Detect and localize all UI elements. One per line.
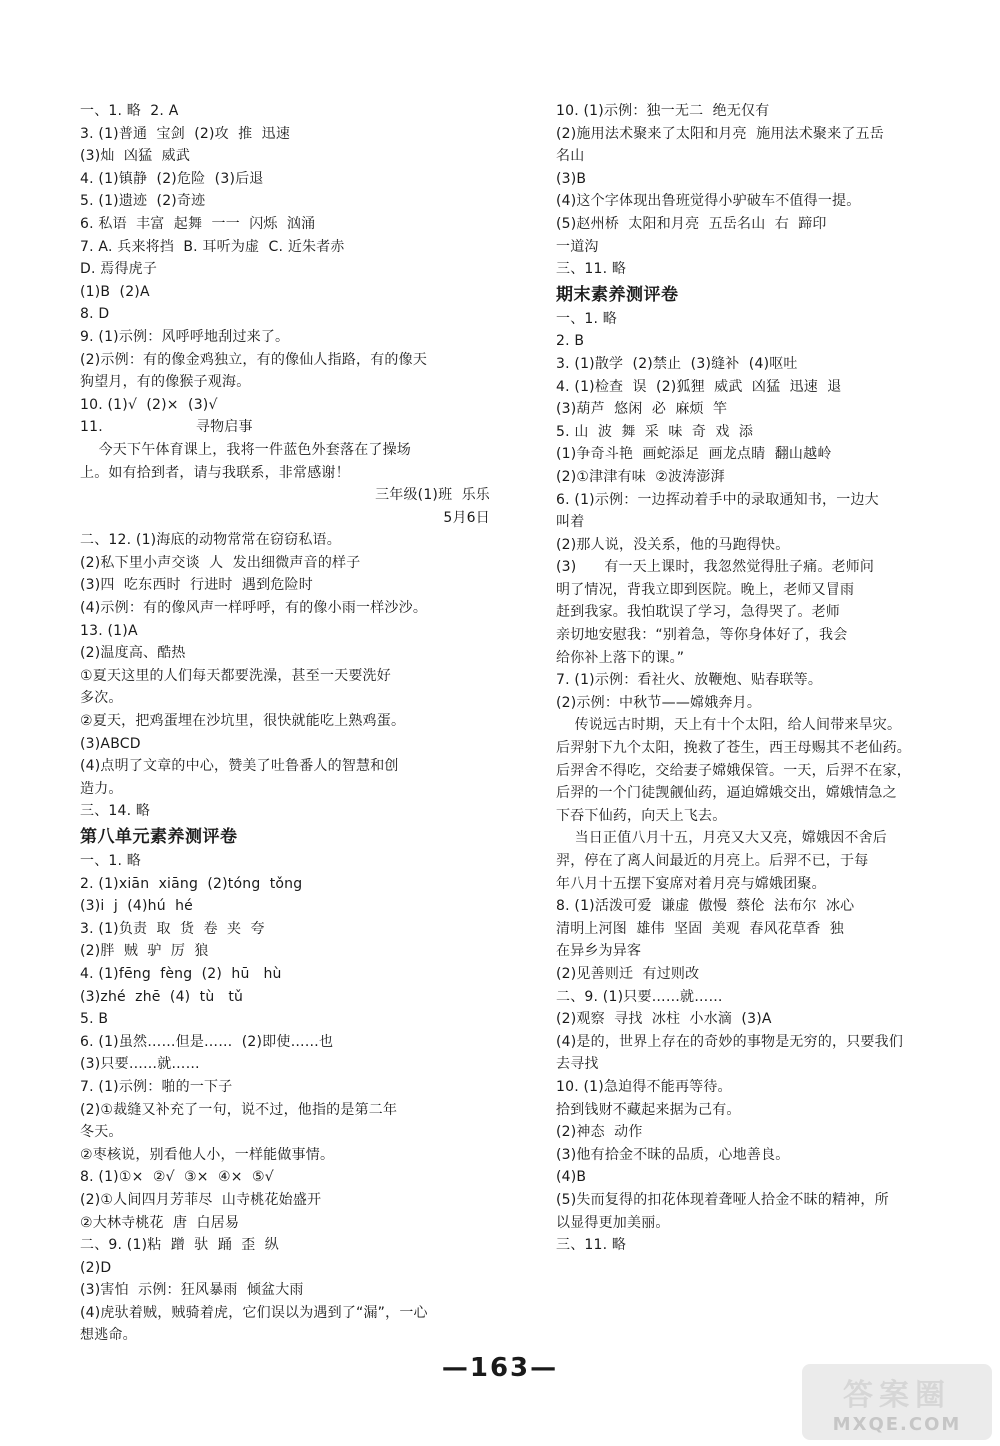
answer-line: (5)赵州桥 太阳和月亮 五岳名山 右 蹄印 [556, 215, 827, 232]
answer-line: (2)见善则迁 有过则改 [556, 965, 700, 982]
answer-line: (3)zhé zhē (4) tù tǔ [80, 988, 244, 1005]
answer-line: (3)害怕 示例：狂风暴雨 倾盆大雨 [80, 1282, 304, 1299]
answer-line: 3. (1)负责 取 货 卷 夹 夸 [80, 920, 265, 937]
answer-line: ②枣核说，别看他人小，一样能做事情。 [80, 1146, 335, 1163]
answer-line: 三、11. 略 [556, 1237, 627, 1254]
answer-line: (4)B [556, 1169, 587, 1186]
right-column [556, 100, 986, 1257]
answer-line: 一道沟 [556, 238, 599, 255]
notice-body-line: 今天下午体育课上，我将一件蓝色外套落在了操场 [80, 441, 411, 458]
answer-line: (1)争奇斗艳 画蛇添足 画龙点睛 翻山越岭 [556, 446, 832, 463]
answer-line: (3)他有拾金不昧的品质，心地善良。 [556, 1146, 790, 1163]
watermark-logo [802, 1364, 992, 1440]
answer-line: 7. (1)示例：啪的一下子 [80, 1078, 233, 1095]
answer-line: (3)只要……就…… [80, 1056, 200, 1073]
proofread-line: 亲切地安慰我：“别着急，等你身体好了，我会 [556, 627, 848, 644]
answer-line: (2)神态 动作 [556, 1124, 643, 1141]
answer-line: (4)虎驮着贼，贼骑着虎，它们误以为遇到了“漏”，一心 [80, 1304, 428, 1321]
notice-body-line: 上。如有拾到者，请与我联系，非常感谢！ [80, 464, 350, 481]
answer-line: ②大林寺桃花 唐 白居易 [80, 1214, 240, 1231]
answer-line: 冬天。 [80, 1124, 123, 1141]
answer-line: (2)①津津有味 ②波涛澎湃 [556, 468, 725, 485]
answer-line: 8. D [80, 306, 110, 323]
answer-line: (2)示例：中秋节——嫦娥奔月。 [556, 694, 762, 711]
proofread-line: 赶到我家。我怕耽误了学习，急得哭了。老师 [556, 604, 840, 621]
answer-line: 6. (1)虽然……但是…… (2)即使……也 [80, 1033, 334, 1050]
answer-line: (2)胖 贼 驴 厉 狼 [80, 943, 209, 960]
answer-line: 6. 私语 丰富 起舞 一一 闪烁 汹涌 [80, 215, 316, 232]
answer-line: 造力。 [80, 780, 123, 797]
answer-line: 一、1. 略 [556, 310, 618, 327]
answer-line: 10. (1)示例：独一无二 绝无仅有 [556, 103, 770, 119]
answer-line: 2. (1)xiān xiāng (2)tóng tǒng [80, 875, 303, 892]
answer-line: 7. (1)示例：看社火、放鞭炮、贴春联等。 [556, 672, 823, 689]
answer-line: (2)示例：有的像金鸡独立，有的像仙人指路，有的像天 [80, 351, 428, 368]
answer-line: 以显得更加美丽。 [556, 1214, 670, 1231]
answer-line: 7. A. 兵来将挡 B. 耳听为虚 C. 近朱者赤 [80, 238, 345, 255]
answer-line: (2)观察 寻找 冰柱 小水滴 (3)A [556, 1011, 772, 1028]
answer-line: 5. (1)遗迹 (2)奇迹 [80, 193, 206, 210]
answer-line: (3)i j (4)hú hé [80, 898, 193, 915]
story-line: 传说远古时期，天上有十个太阳，给人间带来旱灾。 [556, 717, 902, 734]
answer-line: 8. (1)活泼可爱 谦虚 傲慢 蔡伦 法布尔 冰心 [556, 898, 855, 915]
answer-line: (4)这个字体现出鲁班觉得小驴破车不值得一提。 [556, 193, 861, 210]
notice-date: 5月6日 [443, 509, 490, 526]
watermark-text: 答案圈 [843, 1377, 951, 1413]
answer-line: (2)那人说，没关系，他的马跑得快。 [556, 536, 790, 553]
answer-line: (2)D [80, 1259, 112, 1276]
story-line: 下吞下仙药，向天上飞去。 [556, 807, 727, 824]
answer-line: (5)失而复得的扣花体现着聋哑人拾金不昧的精神，所 [556, 1191, 889, 1208]
answer-line: 多次。 [80, 690, 123, 707]
answer-line: 在异乡为异客 [556, 943, 642, 960]
answer-line: 8. (1)①× ②√ ③× ④× ⑤√ [80, 1169, 274, 1186]
answer-line: 6. (1)示例：一边挥动着手中的录取通知书，一边大 [556, 491, 879, 508]
answer-line: 10. (1)√ (2)× (3)√ [80, 396, 218, 413]
story-line: 后羿的一个门徒觊觎仙药，逼迫嫦娥交出，嫦娥情急之 [556, 785, 897, 802]
answer-line: (3)灿 凶猛 威武 [80, 148, 191, 165]
left-column [80, 100, 520, 1347]
answer-line: (4)点明了文章的中心，赞美了吐鲁番人的智慧和创 [80, 758, 399, 775]
answer-line: (4)示例：有的像风声一样呼呼，有的像小雨一样沙沙。 [80, 600, 428, 617]
answer-line: 三、11. 略 [556, 261, 627, 278]
answer-line: (3)B [556, 170, 587, 187]
answer-line: ①夏天这里的人们每天都要洗澡，甚至一天要洗好 [80, 667, 391, 684]
page-number: —163— [441, 1353, 559, 1383]
answer-line: 4. (1)镇静 (2)危险 (3)后退 [80, 170, 264, 187]
answer-line: 拾到钱财不藏起来据为己有。 [556, 1101, 741, 1118]
answer-line: 一、1. 略 2. A [80, 103, 179, 119]
answer-line: 10. (1)急迫得不能再等待。 [556, 1078, 732, 1095]
answer-line: 5. 山 波 舞 采 味 奇 戏 添 [556, 423, 754, 440]
notice-signature: 三年级(1)班 乐乐 [375, 487, 490, 504]
answer-line: 狗望月，有的像猴子观海。 [80, 374, 251, 391]
answer-line: (4)是的，世界上存在的奇妙的事物是无穷的，只要我们 [556, 1033, 904, 1050]
answer-line: 二、12. (1)海底的动物常常在窃窃私语。 [80, 532, 341, 549]
answer-line: 3. (1)散学 (2)禁止 (3)缝补 (4)呕吐 [556, 355, 798, 372]
answer-line: (3)葫芦 悠闲 必 麻烦 竿 [556, 401, 728, 418]
watermark-url: MXQE.COM [832, 1413, 962, 1435]
answer-line: 三、14. 略 [80, 803, 151, 820]
notice-title-line: 11. 寻物启事 [80, 419, 253, 436]
answer-line: (1)B (2)A [80, 283, 150, 300]
story-line: 后羿舍不得吃，交给妻子嫦娥保管。一天，后羿不在家， [556, 762, 911, 779]
answer-line: 5. B [80, 1011, 109, 1028]
answer-line: 9. (1)示例：风呼呼地刮过来了。 [80, 328, 290, 345]
proofread-line: 给你补上落下的课。” [556, 649, 685, 666]
answer-line: 3. (1)普通 宝剑 (2)攻 推 迅速 [80, 125, 291, 142]
answer-line: (2)私下里小声交谈 人 发出细微声音的样子 [80, 554, 361, 571]
proofread-line: (3) 有一天上课时，我忽然觉得肚子痛。老师问 [556, 559, 875, 576]
answer-line: (2)①人间四月芳菲尽 山寺桃花始盛开 [80, 1191, 322, 1208]
story-line: 年八月十五摆下宴席对着月亮与嫦娥团聚。 [556, 875, 826, 892]
answer-line: 去寻找 [556, 1056, 599, 1073]
answer-line: 清明上河图 雄伟 坚固 美观 春风花草香 独 [556, 920, 844, 937]
answer-line: 想逃命。 [80, 1327, 137, 1344]
story-line: 后羿射下九个太阳，挽救了苍生，西王母赐其不老仙药。 [556, 740, 911, 757]
proofread-line: 明了情况，背我立即到医院。晚上，老师又冒雨 [556, 581, 855, 598]
answer-line: (3)四 吃东西时 行进时 遇到危险时 [80, 577, 313, 594]
answer-line: D. 焉得虎子 [80, 261, 158, 278]
answer-line: 叫着 [556, 514, 585, 531]
section-heading-final: 期末素养测评卷 [556, 284, 679, 305]
answer-line: 名山 [556, 148, 585, 165]
answer-line: (2)温度高、酷热 [80, 645, 186, 662]
section-heading-unit8: 第八单元素养测评卷 [80, 827, 238, 847]
story-line: 当日正值八月十五，月亮又大又亮，嫦娥因不舍后 [556, 830, 887, 847]
answer-line: 4. (1)fēng fèng (2) hū hù [80, 965, 282, 982]
answer-line: 4. (1)检查 误 (2)狐狸 威武 凶猛 迅速 退 [556, 378, 842, 395]
answer-line: ②夏天，把鸡蛋埋在沙坑里，很快就能吃上熟鸡蛋。 [80, 713, 406, 730]
answer-line: (2)①裁缝又补充了一句，说不过，他指的是第二年 [80, 1101, 398, 1118]
story-line: 羿，停在了离人间最近的月亮上。后羿不已，于每 [556, 853, 869, 869]
answer-line: 一、1. 略 [80, 853, 142, 869]
answer-line: 二、9. (1)粘 蹭 驮 踊 歪 纵 [80, 1237, 279, 1254]
answer-line: (2)施用法术聚来了太阳和月亮 施用法术聚来了五岳 [556, 125, 884, 142]
answer-line: 二、9. (1)只要……就…… [556, 988, 723, 1005]
answer-line: 2. B [556, 333, 585, 350]
answer-line: (3)ABCD [80, 735, 141, 752]
answer-line: 13. (1)A [80, 622, 138, 639]
